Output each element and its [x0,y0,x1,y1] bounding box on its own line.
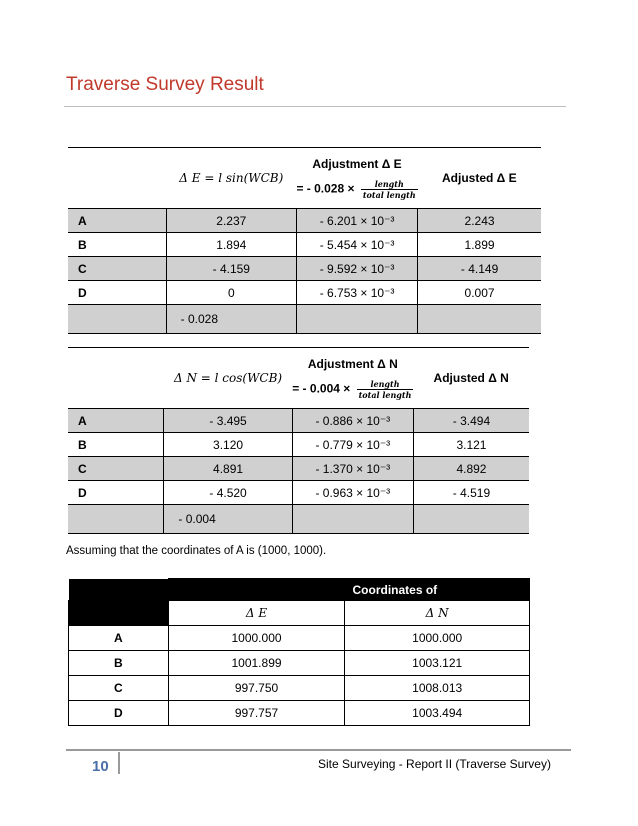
fraction: $\frac{\text{length}}{\text{total length}}$ [358,378,412,400]
title-rule [64,106,566,107]
table-header [68,148,541,209]
table-row: C 997.750 1008.013 [69,676,530,701]
adjusted-header: Adjusted Δ N [433,371,509,385]
delta-e-header: Δ E = l sin(WCB) [179,171,284,185]
table-row: A 1000.000 1000.000 [69,626,530,651]
total-row [68,505,529,534]
page-number-divider [118,752,120,774]
east-adjustment-table [68,147,541,334]
page-title: Traverse Survey Result [66,74,264,95]
col-n-header: Δ N [345,601,530,626]
table-row: B 3.120 - 0.779 × 10⁻³ 3.121 [68,433,529,457]
table-row: C - 4.159 - 9.592 × 10⁻³ - 4.149 [68,257,541,281]
table-header [68,348,529,409]
col-e-header: Δ E [168,601,345,626]
table-row: A - 3.495 - 0.886 × 10⁻³ - 3.494 [68,409,529,433]
adjustment-formula: = - 0.028 × $\frac{\text{length}}{\text{total length}}$ [296,178,416,200]
delta-n-header: Δ N = l cos(WCB) [173,371,283,385]
coordinates-subheader-row [69,601,530,626]
adjustment-formula: = - 0.004 × $\frac{\text{length}}{\text{total length}}$ [292,378,412,400]
assumption-note: Assuming that the coordinates of A is (1000, 1000). [66,545,327,557]
table-row: D 0 - 6.753 × 10⁻³ 0.007 [68,281,541,305]
page-number: 10 [92,758,109,775]
table-row: C 4.891 - 1.370 × 10⁻³ 4.892 [68,457,529,481]
footer-text: Site Surveying - Report II (Traverse Survey) [318,757,551,771]
adjustment-header: Adjustment Δ E [312,156,402,171]
coordinates-header-row [69,579,530,601]
table-row: A 2.237 - 6.201 × 10⁻³ 2.243 [68,209,541,233]
coordinates-table [68,578,530,726]
table-row: B 1001.899 1003.121 [69,651,530,676]
total-value: - 0.004 [164,505,292,534]
table-row: D - 4.520 - 0.963 × 10⁻³ - 4.519 [68,481,529,505]
adjustment-header: Adjustment Δ N [307,356,398,371]
footer-rule [66,749,571,751]
north-adjustment-table [68,347,529,534]
total-row [68,305,541,334]
table-row: D 997.757 1003.494 [69,701,530,726]
fraction: $\frac{\text{length}}{\text{total length}}$ [362,178,416,200]
total-value: - 0.028 [166,305,296,334]
adjusted-header: Adjusted Δ E [442,171,517,185]
table-row: B 1.894 - 5.454 × 10⁻³ 1.899 [68,233,541,257]
coordinates-header: Coordinates of [168,579,529,601]
